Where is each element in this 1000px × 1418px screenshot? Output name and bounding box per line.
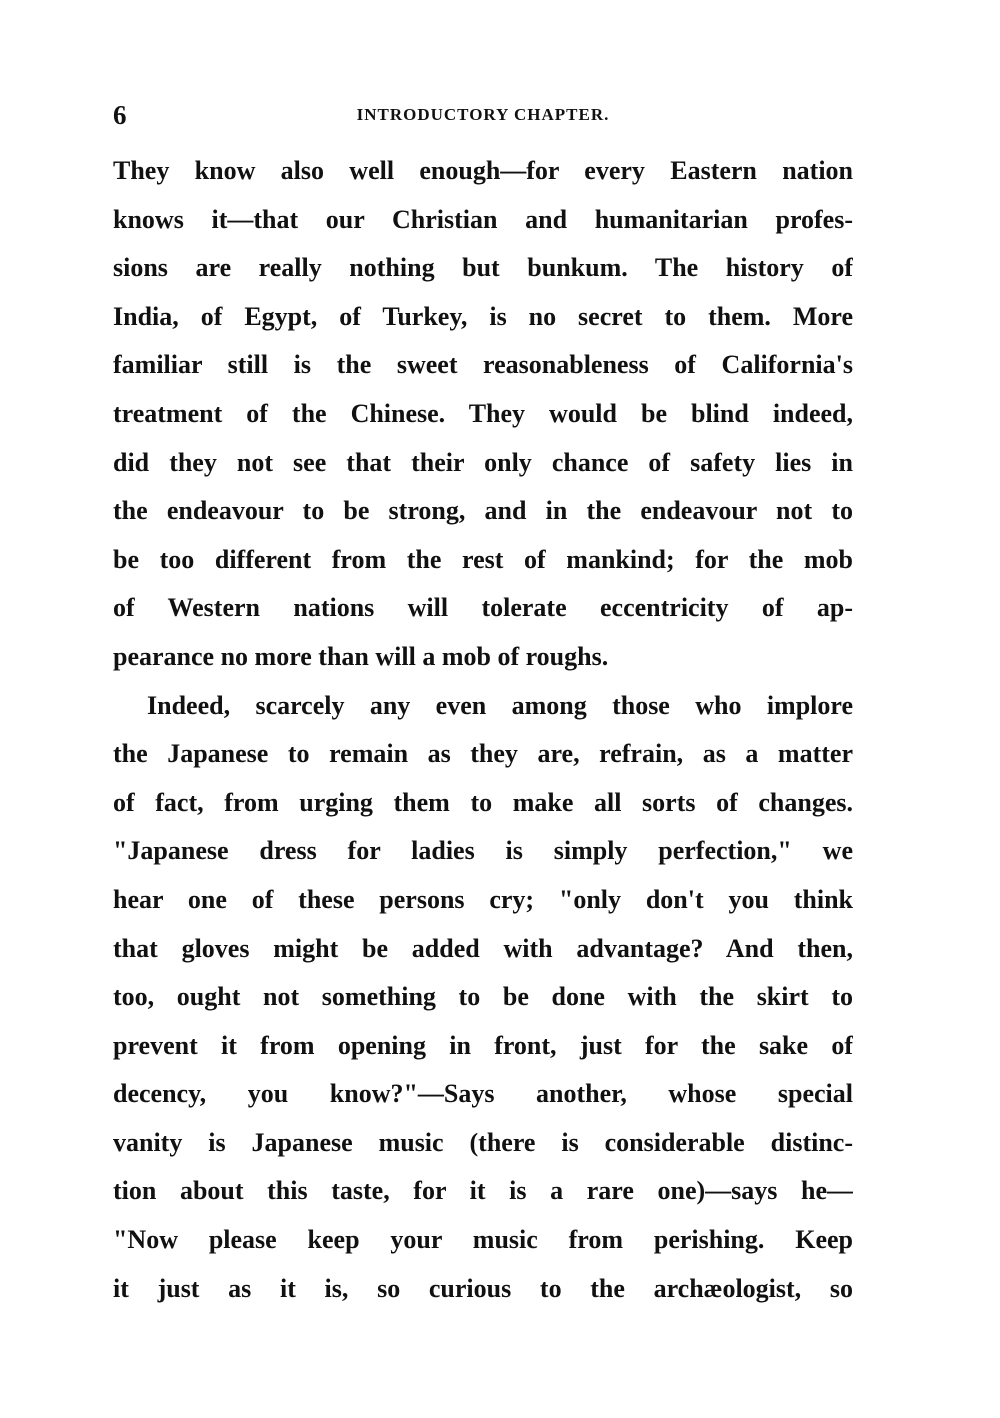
text-line: knows it—that our Christian and humanitarian profes- [113, 204, 853, 234]
text-line: that gloves might be added with advantage? And then, [113, 933, 853, 963]
text-line: be too different from the rest of mankind; for the mob [113, 544, 853, 574]
text-line: "Japanese dress for ladies is simply perfection," we [113, 836, 853, 866]
text-line: of Western nations will tolerate eccentricity of ap- [113, 593, 853, 623]
text-line: of fact, from urging them to make all sorts of changes. [113, 787, 853, 817]
text-line: hear one of these persons cry; "only don't you think [113, 884, 853, 914]
paragraph-1 [113, 147, 853, 682]
text-line: the Japanese to remain as they are, refrain, as a matter [113, 739, 853, 769]
text-line: They know also well enough—for every Eastern nation [113, 156, 853, 185]
text-line: familiar still is the sweet reasonableness of California's [113, 350, 853, 380]
text-line: India, of Egypt, of Turkey, is no secret to them. More [113, 301, 853, 331]
text-line: prevent it from opening in front, just for the sake of [113, 1030, 853, 1060]
text-line: it just as it is, so curious to the archæologist, so [113, 1273, 853, 1303]
text-line: decency, you know?"—Says another, whose special [113, 1079, 853, 1109]
text-line: tion about this taste, for it is a rare one)—says he— [113, 1176, 853, 1206]
text-line: pearance no more than will a mob of roughs. [113, 641, 609, 671]
text-line: sions are really nothing but bunkum. The history of [113, 253, 853, 283]
text-line: "Now please keep your music from perishing. Keep [113, 1225, 853, 1255]
text-line: did they not see that their only chance of safety lies in [113, 447, 853, 477]
text-line: the endeavour to be strong, and in the endeavour not to [113, 496, 853, 526]
text-line: Indeed, scarcely any even among those who implore [147, 690, 853, 720]
running-head [113, 97, 853, 133]
paragraph-2 [113, 682, 853, 1314]
text-line: too, ought not something to be done with the skirt to [113, 982, 853, 1012]
text-line: treatment of the Chinese. They would be blind indeed, [113, 398, 853, 428]
page-number: 6 [113, 100, 127, 130]
text-line: vanity is Japanese music (there is considerable distinc- [113, 1127, 853, 1157]
chapter-title: INTRODUCTORY CHAPTER. [356, 105, 610, 124]
body-text [113, 147, 853, 1313]
